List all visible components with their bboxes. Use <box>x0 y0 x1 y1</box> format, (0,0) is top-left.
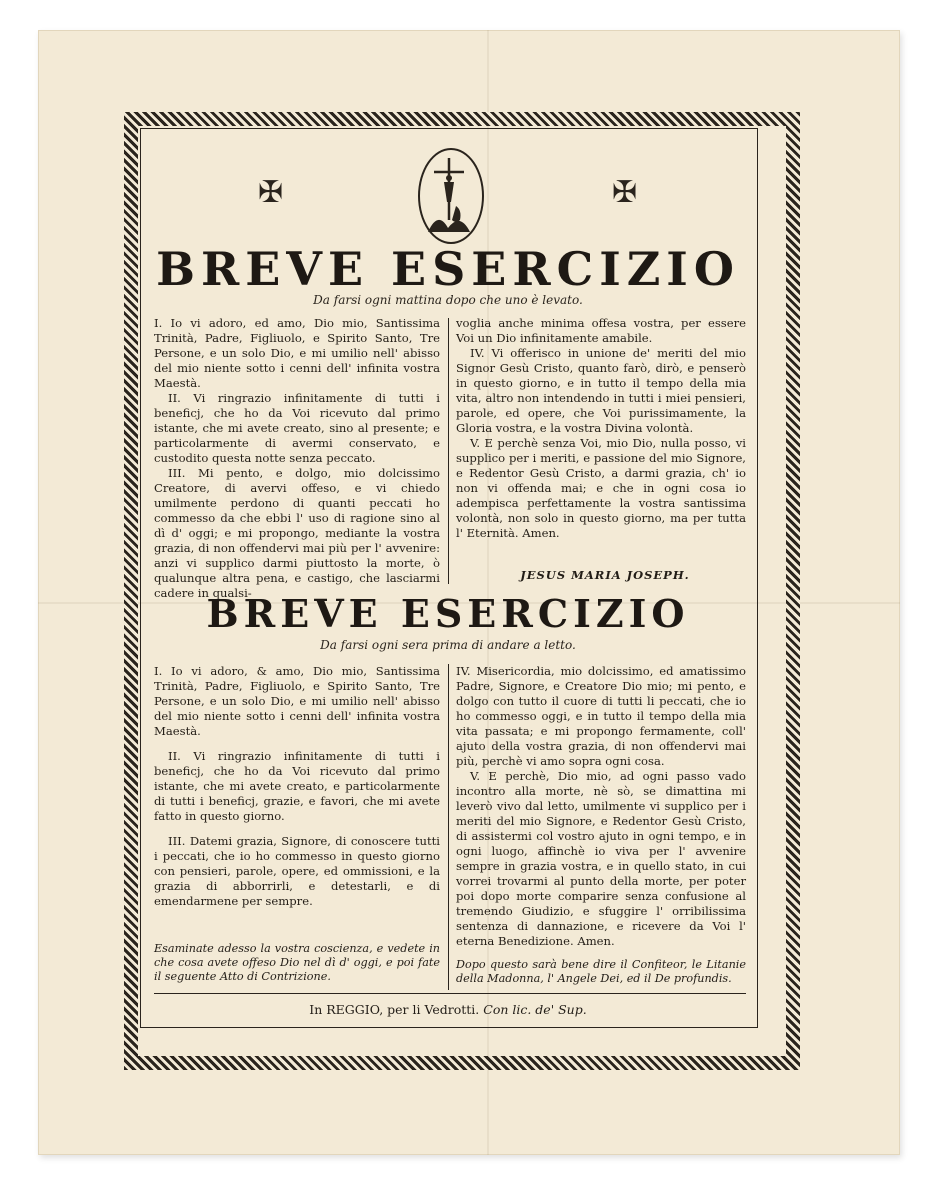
morning-left-column <box>154 316 440 601</box>
evening-left-column <box>154 664 440 909</box>
morning-subtitle: Da farsi ogni mattina dopo che uno è levato. <box>313 293 583 307</box>
evening-title: BREVE ESERCIZIO <box>206 591 690 636</box>
morning-prayer-3-cont: voglia anche minima offesa vostra, per essere Voi un Dio infinitamente amabile. <box>456 316 746 345</box>
evening-prayer-2: II. Vi ringrazio infinitamente di tutti i beneficj, che ho da Voi ricevuto dal primo istante, che mi avete creato, e particolarmente di tutti i beneficj, grazie, e favori, che mi avete fatto in questo giorno. <box>154 749 440 823</box>
evening-prayer-4: IV. Misericordia, mio dolcissimo, ed amatissimo Padre, Signore, e Creatore Dio mio; mi pento, e dolgo con tutto il cuore di tutti li peccati, che io ho commesso oggi, e in tutto il tempo della mia vita passata; e mi propongo fermamente, coll' ajuto della vostra grazia, di non offendervi mai più, perchè vi amo sopra ogni cosa. <box>456 664 746 768</box>
evening-column-divider <box>448 664 449 990</box>
evening-right-column <box>456 664 746 949</box>
evening-prayer-1: I. Io vi adoro, & amo, Dio mio, Santissima Trinità, Padre, Figliuolo, e Spirito Santo, Tre Persone, e un solo Dio, e mi umilio nell' abisso del mio niente sotto i cenni dell' infinita vostra Maestà. <box>154 664 440 738</box>
morning-prayer-4: IV. Vi offerisco in unione de' meriti del mio Signor Gesù Cristo, quanto farò, dirò, e penserò in questo giorno, e in tutto il tempo della mia vita, altro non intendendo in tutti i miei pensieri, parole, ed opere, che Voi purissimamente, la Gloria vostra, e la vostra Divina volontà. <box>456 346 746 435</box>
morning-column-divider <box>448 318 449 584</box>
cross-ornament-right-icon: ✠ <box>612 175 638 210</box>
imprint <box>140 1002 756 1017</box>
evening-right-note: Dopo questo sarà bene dire il Confiteor, le Litanie della Madonna, l' Angele Dei, ed il De profundis. <box>456 958 746 985</box>
cross-ornament-left-icon: ✠ <box>258 175 284 210</box>
morning-prayer-2: II. Vi ringrazio infinitamente di tutti i beneficj, che ho da Voi ricevuto dal primo istante, che mi avete creato, sino al presente; e particolarmente di avermi conservato, e custodito questa notte senza peccato. <box>154 391 440 465</box>
morning-right-column <box>456 316 746 541</box>
signature-line: JESUS MARIA JOSEPH. <box>520 568 690 582</box>
evening-subtitle: Da farsi ogni sera prima di andare a letto. <box>320 638 576 652</box>
morning-prayer-3: III. Mi pento, e dolgo, mio dolcissimo Creatore, di avervi offeso, e vi chiedo umilmente perdono di quanti peccati ho commesso da che ebbi l' uso di ragione sino al dì d' oggi; e mi propongo, mediante la vostra grazia, di non offendervi mai più per l' avvenire: anzi vi supplico darmi piuttosto la morte, ò qualunque altra pena, e castigo, che lasciarmi cadere in qualsi- <box>154 466 440 600</box>
crucifix-vignette-icon <box>418 148 484 244</box>
morning-prayer-1: I. Io vi adoro, ed amo, Dio mio, Santissima Trinità, Padre, Figliuolo, e Spirito Santo, Tre Persone, e un solo Dio, e mi umilio nell' abisso del mio niente sotto i cenni dell' infinita vostra Maestà. <box>154 316 440 390</box>
evening-left-note: Esaminate adesso la vostra coscienza, e vedete in che cosa avete offeso Dio nel dì d' oggi, e poi fate il seguente Atto di Contrizione. <box>154 942 440 983</box>
evening-prayer-5: V. E perchè, Dio mio, ad ogni passo vado incontro alla morte, nè sò, se dimattina mi leverò vivo dal letto, umilmente vi supplico per i meriti del mio Signore, e Redentor Gesù Cristo, di assistermi col vostro ajuto in ogni tempo, e in ogni luogo, affinchè io viva per l' avvenire sempre in grazia vostra, e in quello stato, in cui vorrei trovarmi al punto della morte, per poter poi dopo morte comparire senza confusione al tremendo Giudizio, e sfuggire l' orribilissima sentenza di dannazione, e ricevere da Voi l' eterna Benedizione. Amen. <box>456 769 746 948</box>
evening-prayer-3: III. Datemi grazia, Signore, di conoscere tutti i peccati, che io ho commesso in questo giorno con pensieri, parole, opere, ed ommissioni, e la grazia di abborrirli, e detestarli, e di emendarmene per sempre. <box>154 834 440 908</box>
imprint-license: Con lic. de' Sup. <box>483 1002 587 1017</box>
imprint-place: In REGGIO, per li Vedrotti. <box>309 1002 480 1017</box>
morning-prayer-5: V. E perchè senza Voi, mio Dio, nulla posso, vi supplico per i meriti, e passione del mio Signore, e Redentor Gesù Cristo, a darmi grazia, ch' io non vi offenda mai; e che in ogni cosa io adempisca perfettamente la vostra santissima volontà, non solo in questo giorno, ma per tutta l' Eternità. Amen. <box>456 436 746 540</box>
imprint-rule <box>154 993 746 994</box>
morning-title: BREVE ESERCIZIO <box>156 242 740 296</box>
